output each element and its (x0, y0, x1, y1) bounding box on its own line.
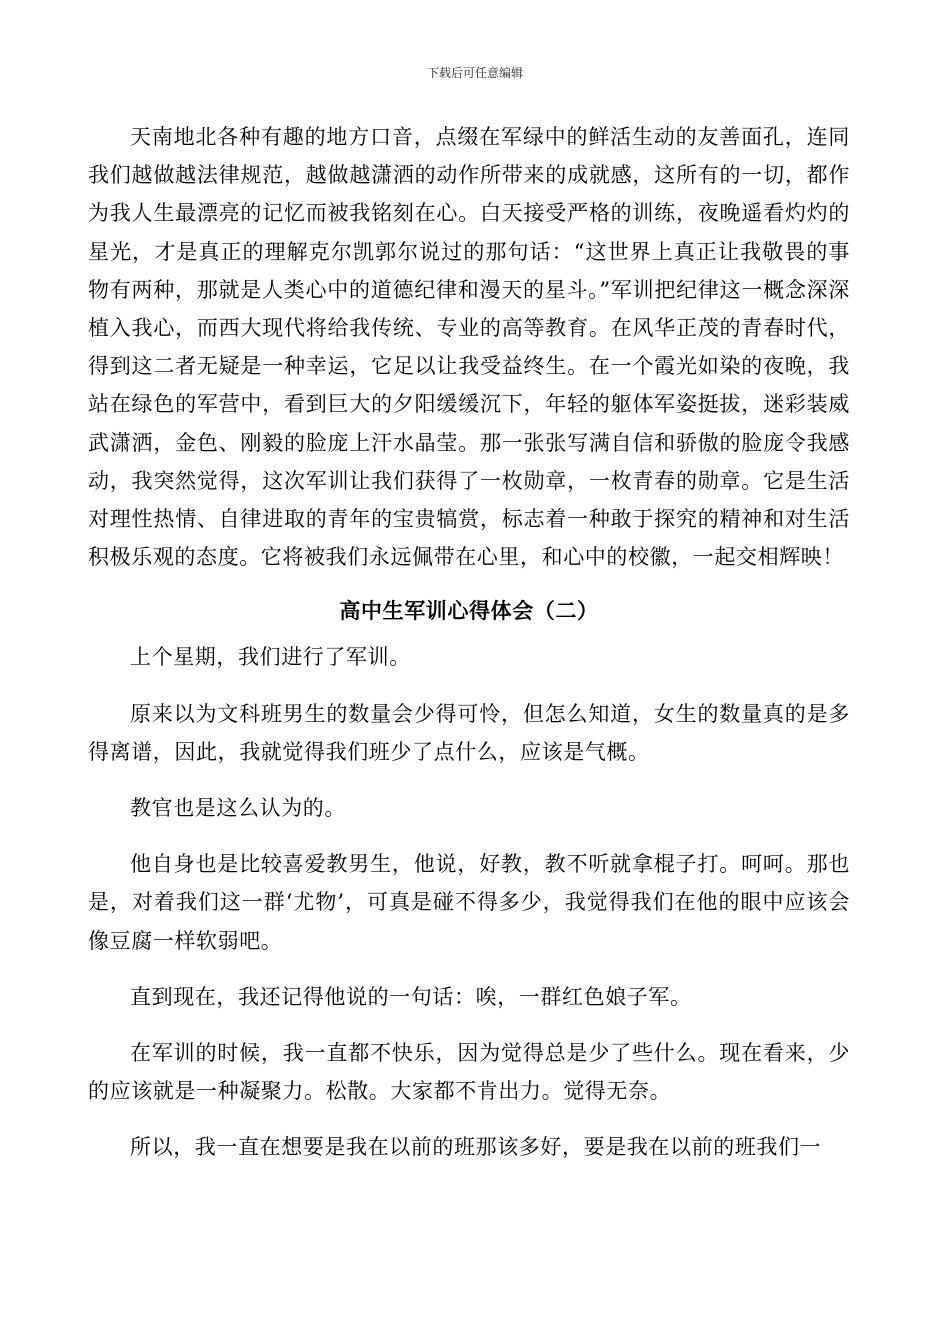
body-paragraph: 所以，我一直在想要是我在以前的班那该多好，要是我在以前的班我们一 (130, 1135, 822, 1160)
body-paragraph: 上个星期，我们进行了军训。 (130, 645, 411, 670)
page-header-note: 下载后可任意编辑 (426, 66, 523, 80)
section-title: 高中生军训心得体会（二） (339, 598, 599, 624)
body-paragraph: 教官也是这么认为的。 (130, 796, 346, 821)
body-paragraph: 他自身也是比较喜爱教男生，他说，好教，教不听就拿棍子打。呵呵。那也是，对着我们这一群‘尤物’，可真是碰不得多少，我觉得我们在他的眼中应该会像豆腐一样软弱吧。 (88, 852, 850, 953)
body-paragraph: 原来以为文科班男生的数量会少得可怜，但怎么知道，女生的数量真的是多得离谱，因此，我就觉得我们班少了点什么，应该是气概。 (88, 701, 850, 764)
document-body (88, 118, 850, 1185)
body-paragraph: 直到现在，我还记得他说的一句话：唉，一群红色娘子军。 (130, 984, 692, 1009)
body-paragraph: 在军训的时候，我一直都不快乐，因为觉得总是少了些什么。现在看来，少的应该就是一种凝聚力。松散。大家都不肯出力。觉得无奈。 (88, 1041, 850, 1104)
intro-paragraph: 天南地北各种有趣的地方口音，点缀在军绿中的鲜活生动的友善面孔，连同我们越做越法律规范，越做越潇洒的动作所带来的成就感，这所有的一切，都作为我人生最漂亮的记忆而被我铭刻在心。白天接受严格的训练，夜晚遥看灼灼的星光，才是真正的理解克尔凯郭尔说过的那句话：“这世界上真正让我敬畏的事物有两种，那就是人类心中的道德纪律和漫天的星斗。”军训把纪律这一概念深深植入我心，而西大现代将给我传统、专业的高等教育。在风华正茂的青春时代，得到这二者无疑是一种幸运，它足以让我受益终生。在一个霞光如染的夜晚，我站在绿色的军营中，看到巨大的夕阳缓缓沉下，年轻的躯体军姿挺拔，迷彩装威武潇洒，金色、刚毅的脸庞上汗水晶莹。那一张张写满自信和骄傲的脸庞令我感动，我突然觉得，这次军训让我们获得了一枚勋章，一枚青春的勋章。它是生活对理性热情、自律进取的青年的宝贵犒赏，标志着一种敢于探究的精神和对生活积极乐观的态度。它将被我们永远佩带在心里，和心中的校徽，一起交相辉映！ (88, 125, 850, 570)
